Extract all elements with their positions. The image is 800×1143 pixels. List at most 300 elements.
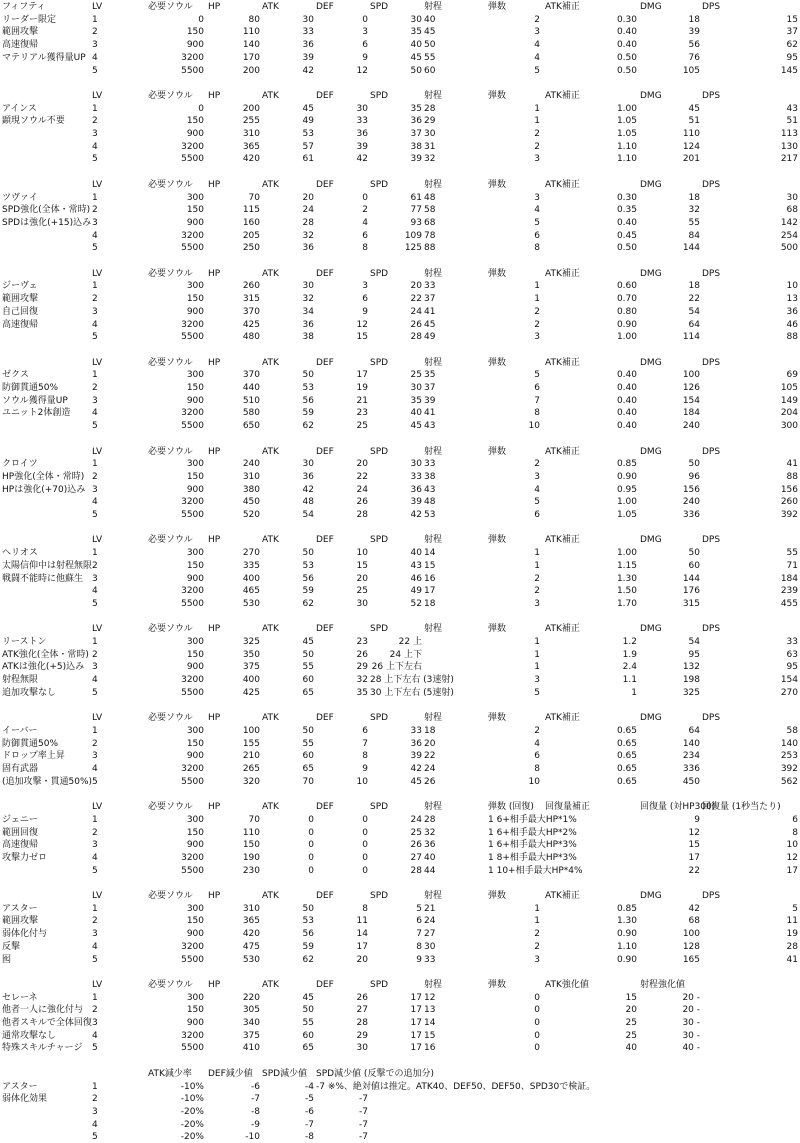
cell-dps: 239 xyxy=(780,586,798,597)
cell-name: 反撃 xyxy=(2,941,21,952)
cell-hp: -10 xyxy=(245,1132,260,1143)
cell-ammo: 1 xyxy=(534,903,540,914)
cell-def: 30 xyxy=(356,598,368,609)
table-row xyxy=(0,598,800,610)
cell-lv: 2 xyxy=(92,560,98,571)
cell-dmg: DMG xyxy=(640,624,662,635)
cell-spd: 52 xyxy=(410,598,422,609)
cell-def: 25 xyxy=(356,421,368,432)
cell-def: 28 xyxy=(356,510,368,520)
cell-atk-mod: 0.50 xyxy=(616,52,637,63)
cell-dps: DPS xyxy=(702,268,721,279)
cell-dps: 105 xyxy=(780,383,798,393)
cell-name: 戦闘不能時に他蘇生 xyxy=(2,573,84,584)
cell-atk-mod: 0.95 xyxy=(616,484,637,495)
cell-range: 88 xyxy=(424,243,436,254)
cell-hp: 400 xyxy=(242,573,260,584)
cell-soul: 900 xyxy=(186,573,204,584)
cell-name: セレーネ xyxy=(2,992,38,1003)
cell-atk-mod: 0.35 xyxy=(616,205,637,216)
table-row xyxy=(0,268,800,280)
cell-dps: 500 xyxy=(780,243,798,254)
cell-ammo: 4 xyxy=(534,52,540,63)
cell-soul: 3200 xyxy=(181,941,204,952)
table-row xyxy=(0,255,800,267)
cell-atk: 65 xyxy=(302,687,314,698)
cell-lv: 2 xyxy=(92,1094,98,1105)
cell-lv: LV xyxy=(92,891,103,901)
table-row xyxy=(0,65,800,77)
cell-range: 射程 xyxy=(424,713,443,724)
cell-name: クロイツ xyxy=(2,459,38,470)
cell-ammo: 10 xyxy=(528,776,540,787)
cell-hp: 650 xyxy=(242,421,260,432)
cell-spd: SPD xyxy=(370,979,389,990)
cell-atk-mod: ATK補正 xyxy=(545,357,580,368)
cell-range: 45 xyxy=(424,27,436,38)
cell-def: 9 xyxy=(362,306,368,317)
table-row xyxy=(0,890,800,902)
cell-atk: 49 xyxy=(302,116,314,127)
cell-hp: -9 xyxy=(251,1119,260,1130)
cell-lv: 4 xyxy=(92,1119,98,1130)
cell-def: DEF xyxy=(316,179,334,190)
cell-range: 射程 xyxy=(424,446,443,457)
cell-ammo: 6 xyxy=(534,383,540,393)
cell-hp: 375 xyxy=(242,1030,260,1041)
cell-soul: 300 xyxy=(186,370,204,381)
cell-def: DEF xyxy=(316,713,334,724)
cell-range: 48 xyxy=(424,192,436,203)
table-row xyxy=(0,217,800,229)
cell-ammo: 1 xyxy=(534,649,540,660)
cell-hp: 450 xyxy=(242,497,260,508)
cell-atk: 39 xyxy=(302,52,314,63)
table-row xyxy=(0,573,800,585)
cell-atk: 65 xyxy=(302,764,314,774)
cell-spd: 28 xyxy=(410,865,422,876)
cell-atk: 45 xyxy=(302,637,314,647)
table-row xyxy=(0,382,800,394)
cell-ammo: 4 xyxy=(534,484,540,495)
cell-atk: 50 xyxy=(302,903,314,914)
cell-soul: 300 xyxy=(186,548,204,559)
cell-atk-mod: 1.15 xyxy=(616,560,637,571)
cell-name: 追加攻撃なし xyxy=(2,687,57,698)
cell-hp: 475 xyxy=(242,941,260,952)
table-row xyxy=(0,865,800,877)
cell-range: 射程 xyxy=(424,802,443,813)
cell-hp: 320 xyxy=(242,776,260,787)
cell-hp: 340 xyxy=(242,1018,260,1028)
cell-ammo: 弾数 xyxy=(488,446,507,457)
cell-ammo: 2 xyxy=(534,14,540,25)
cell-hp: 80 xyxy=(248,14,260,25)
cell-def: 12 xyxy=(356,65,368,76)
cell-ammo: 弾数 xyxy=(488,535,507,546)
cell-def: 29 xyxy=(356,1030,368,1041)
cell-range: 22 xyxy=(424,751,436,762)
cell-spd: 25 xyxy=(410,827,422,838)
cell-dmg: 144 xyxy=(682,573,700,584)
cell-soul: 150 xyxy=(186,649,204,660)
cell-hp: 310 xyxy=(242,129,260,139)
cell-atk-mod: ATK補正 xyxy=(545,90,580,101)
cell-soul: 必要ソウル xyxy=(148,713,193,724)
cell-dmg: 176 xyxy=(682,586,700,597)
cell-atk: 54 xyxy=(302,510,314,520)
cell-dps: 113 xyxy=(780,129,798,139)
cell-atk-mod: ATK強化値 xyxy=(545,979,589,990)
table-row xyxy=(0,395,800,407)
cell-lv: LV xyxy=(92,713,103,724)
cell-range: 13 xyxy=(424,1005,436,1016)
cell-dmg: 42 xyxy=(688,903,700,914)
cell-dmg: 18 xyxy=(688,14,700,25)
cell-spd: 24 xyxy=(410,306,422,317)
cell-hp: 380 xyxy=(242,484,260,495)
cell-def: DEF xyxy=(316,90,334,101)
cell-atk-mod: 0.30 xyxy=(616,192,637,203)
cell-dps: 58 xyxy=(786,725,798,736)
cell-range: 48 xyxy=(424,497,436,508)
cell-lv: 1 xyxy=(92,103,98,114)
cell-dmg: DMG xyxy=(640,357,662,368)
cell-spd: 46 xyxy=(410,573,422,584)
cell-dps: 17 xyxy=(786,865,798,876)
cell-def: 19 xyxy=(356,383,368,393)
cell-soul: 5500 xyxy=(181,510,204,520)
cell-atk: 30 xyxy=(302,14,314,25)
cell-hp: 365 xyxy=(242,141,260,152)
table-row xyxy=(0,839,800,851)
cell-lv: LV xyxy=(92,446,103,457)
cell-soul: 3200 xyxy=(181,497,204,508)
cell-hp: 150 xyxy=(242,840,260,851)
cell-def: 0 xyxy=(362,827,368,838)
cell-hp: 530 xyxy=(242,954,260,965)
cell-atk-mod: 2.4 xyxy=(622,662,637,673)
cell-spd: SPD xyxy=(370,179,389,190)
cell-hp: HP xyxy=(208,802,221,813)
cell-range: 53 xyxy=(424,510,436,520)
cell-atk: 55 xyxy=(302,1018,314,1028)
cell-soul: 150 xyxy=(186,738,204,749)
cell-atk: 30 xyxy=(302,459,314,470)
cell-dmg: 40 - xyxy=(682,1043,700,1054)
table-row xyxy=(0,712,800,724)
cell-lv: 4 xyxy=(92,586,98,597)
cell-def: 28 xyxy=(356,1018,368,1028)
cell-spd: 36 xyxy=(410,116,422,127)
cell-range: 14 xyxy=(424,548,436,559)
cell-soul: 900 xyxy=(186,217,204,228)
cell-name: リーストン xyxy=(2,637,47,647)
cell-atk-mod: ATK補正 xyxy=(545,446,580,457)
cell-lv: 3 xyxy=(92,662,98,673)
cell-dmg: DMG xyxy=(640,891,662,901)
cell-range: 14 xyxy=(424,1018,436,1028)
cell-atk-mod: ATK補正 xyxy=(545,268,580,279)
cell-name: アスター xyxy=(2,903,38,914)
cell-def: DEF xyxy=(316,357,334,368)
cell-soul: 300 xyxy=(186,637,204,647)
cell-dps: 回復量 (1秒当たり) xyxy=(702,802,781,813)
cell-atk-mod: 0.40 xyxy=(616,395,637,406)
cell-hp: 365 xyxy=(242,916,260,927)
cell-def: DEF xyxy=(316,535,334,546)
cell-atk: 42 xyxy=(302,65,314,76)
cell-range: 49 xyxy=(424,332,436,343)
cell-atk: 59 xyxy=(302,586,314,597)
cell-hp: 200 xyxy=(242,65,260,76)
cell-lv: 5 xyxy=(92,598,98,609)
cell-soul: -10% xyxy=(180,1081,204,1092)
cell-lv: 2 xyxy=(92,916,98,927)
cell-atk-mod: 1.00 xyxy=(616,497,637,508)
table-row xyxy=(0,852,800,864)
cell-dmg: 114 xyxy=(682,332,700,343)
cell-dps: DPS xyxy=(702,357,721,368)
cell-spd: 33 xyxy=(410,725,422,736)
cell-dmg: 95 xyxy=(688,649,700,660)
cell-def: 17 xyxy=(356,370,368,381)
cell-atk: 50 xyxy=(302,548,314,559)
cell-hp: 420 xyxy=(242,154,260,165)
cell-soul: 必要ソウル xyxy=(148,357,193,368)
cell-atk-mod: 0.85 xyxy=(616,903,637,914)
cell-name: マテリアル獲得量UP xyxy=(2,52,86,63)
cell-range: 41 xyxy=(424,306,436,317)
cell-range: 58 xyxy=(424,205,436,216)
table-row xyxy=(0,39,800,51)
cell-range: 37 xyxy=(424,383,436,393)
cell-soul: 900 xyxy=(186,929,204,940)
cell-name: 射程無限 xyxy=(2,675,39,686)
cell-lv: 4 xyxy=(92,408,98,419)
cell-atk: 60 xyxy=(302,675,314,686)
cell-lv: LV xyxy=(92,624,103,635)
cell-lv: 2 xyxy=(92,471,98,482)
cell-atk-mod: 1.00 xyxy=(616,103,637,114)
cell-spd: 45 xyxy=(410,421,422,432)
cell-atk-mod: 20 xyxy=(625,1005,637,1016)
cell-dmg: 56 xyxy=(688,40,700,51)
cell-soul: 150 xyxy=(186,294,204,305)
cell-def: 0 xyxy=(362,865,368,876)
table-row xyxy=(0,903,800,915)
cell-dps: 37 xyxy=(786,27,798,38)
cell-spd: 30 xyxy=(410,14,422,25)
table-row xyxy=(0,115,800,127)
cell-dmg: 18 xyxy=(688,192,700,203)
cell-atk-mod: ATK補正 xyxy=(545,2,580,12)
cell-range: 43 xyxy=(424,421,436,432)
cell-atk: ATK xyxy=(262,357,279,368)
cell-dps: DPS xyxy=(702,713,721,724)
cell-atk-mod: 0.60 xyxy=(616,281,637,292)
cell-def: DEF xyxy=(316,891,334,901)
cell-dmg: 64 xyxy=(688,319,700,330)
cell-range: 33 xyxy=(424,281,436,292)
cell-soul: 900 xyxy=(186,1018,204,1028)
cell-atk-mod: 1.70 xyxy=(616,598,637,609)
cell-def: -7 ※%、絶対値は推定。ATK40、DEF50、DEF50、SPD30で検証。 xyxy=(316,1081,596,1092)
cell-soul: 3200 xyxy=(181,1030,204,1041)
cell-ammo: 3 xyxy=(534,192,540,203)
cell-atk-mod: 0.80 xyxy=(616,306,637,317)
cell-soul: 300 xyxy=(186,725,204,736)
cell-def: 10 xyxy=(356,548,368,559)
cell-atk: ATK xyxy=(262,891,279,901)
table-row xyxy=(0,1030,800,1042)
cell-range: 30 xyxy=(424,941,436,952)
cell-hp: 115 xyxy=(242,205,260,216)
cell-range: 21 xyxy=(424,903,436,914)
cell-soul: 900 xyxy=(186,40,204,51)
cell-atk: 59 xyxy=(302,941,314,952)
cell-spd: 77 xyxy=(410,205,422,216)
cell-dps: 253 xyxy=(780,751,798,762)
cell-def: 2 xyxy=(362,205,368,216)
cell-def: 12 xyxy=(356,319,368,330)
cell-soul: 300 xyxy=(186,459,204,470)
cell-range: 29 xyxy=(424,116,436,127)
table-row xyxy=(0,700,800,712)
cell-def: 26 xyxy=(356,992,368,1003)
cell-ammo: 弾数 xyxy=(488,2,507,12)
cell-spd: SPD xyxy=(370,2,389,12)
cell-def: 0 xyxy=(362,14,368,25)
cell-atk-mod: 0.50 xyxy=(616,65,637,76)
cell-soul: 5500 xyxy=(181,954,204,965)
cell-dps: DPS xyxy=(702,2,721,12)
cell-def: 3 xyxy=(362,281,368,292)
cell-dmg: 回復量 (対HP300) xyxy=(640,802,716,813)
cell-name: 範囲回復 xyxy=(2,827,39,838)
cell-dmg: 140 xyxy=(682,738,700,749)
cell-dmg: DMG xyxy=(640,2,662,12)
cell-hp: 370 xyxy=(242,370,260,381)
cell-atk: 0 xyxy=(308,865,314,876)
cell-lv: 2 xyxy=(92,649,98,660)
cell-dps: 88 xyxy=(786,332,798,343)
cell-hp: 310 xyxy=(242,903,260,914)
table-row xyxy=(0,331,800,343)
cell-dmg: 336 xyxy=(682,510,700,520)
cell-soul: -10% xyxy=(180,1094,204,1105)
cell-range: 45 xyxy=(424,319,436,330)
cell-range: 26 xyxy=(424,776,436,787)
cell-range: 28 xyxy=(424,814,436,825)
cell-atk: 36 xyxy=(302,243,314,254)
cell-def: DEF xyxy=(316,802,334,813)
cell-range: 15 xyxy=(424,1030,436,1041)
cell-atk: 42 xyxy=(302,484,314,495)
cell-name: HPは強化(+70)込み xyxy=(2,484,86,495)
table-row xyxy=(0,509,800,521)
cell-ammo: 2 xyxy=(534,573,540,584)
cell-lv: LV xyxy=(92,979,103,990)
cell-dps: 13 xyxy=(786,294,798,305)
cell-atk: 70 xyxy=(302,776,314,787)
cell-dmg: 126 xyxy=(682,383,700,393)
cell-name: ドロップ率上昇 xyxy=(2,751,65,762)
cell-def: 20 xyxy=(356,954,368,965)
cell-dps: 46 xyxy=(786,319,798,330)
cell-dmg: 315 xyxy=(682,598,700,609)
cell-atk-mod: 0.85 xyxy=(616,459,637,470)
table-row xyxy=(0,941,800,953)
cell-hp: 170 xyxy=(242,52,260,63)
cell-spd: 22 上 xyxy=(398,637,422,647)
cell-def: DEF xyxy=(316,979,334,990)
cell-dmg: 32 xyxy=(688,205,700,216)
cell-name: 自己回復 xyxy=(2,306,39,317)
cell-lv: 5 xyxy=(92,1043,98,1054)
cell-atk: ATK xyxy=(262,535,279,546)
cell-hp: 425 xyxy=(242,319,260,330)
table-row xyxy=(0,928,800,940)
cell-soul: 150 xyxy=(186,383,204,393)
cell-ammo: 弾数 (回復) xyxy=(488,802,534,813)
cell-soul: 900 xyxy=(186,662,204,673)
cell-lv: LV xyxy=(92,268,103,279)
cell-atk-mod: 0.90 xyxy=(616,319,637,330)
cell-atk-mod: 1.00 xyxy=(616,548,637,559)
cell-soul: 必要ソウル xyxy=(148,179,193,190)
cell-dmg: 30 - xyxy=(682,1018,700,1028)
cell-lv: 5 xyxy=(92,421,98,432)
cell-spd: 17 xyxy=(410,1043,422,1054)
table-row xyxy=(0,420,800,432)
cell-soul: 300 xyxy=(186,192,204,203)
cell-dmg: 18 xyxy=(688,281,700,292)
cell-atk-mod: 0.40 xyxy=(616,408,637,419)
table-row xyxy=(0,484,800,496)
table-row xyxy=(0,319,800,331)
cell-def: 22 xyxy=(356,471,368,482)
table-row xyxy=(0,534,800,546)
cell-range: 射程 xyxy=(424,624,443,635)
table-row xyxy=(0,522,800,534)
table-row xyxy=(0,128,800,140)
cell-hp: HP xyxy=(208,268,221,279)
cell-atk: 56 xyxy=(302,573,314,584)
cell-atk-mod: 0.50 xyxy=(616,243,637,254)
cell-atk-mod: 1.50 xyxy=(616,586,637,597)
cell-ammo: 弾数 xyxy=(488,891,507,901)
cell-dmg: 240 xyxy=(682,421,700,432)
cell-dmg: 22 xyxy=(688,294,700,305)
cell-dmg: 110 xyxy=(682,129,700,139)
cell-atk-mod: ATK補正 xyxy=(545,535,580,546)
cell-dps: DPS xyxy=(702,624,721,635)
table-row xyxy=(0,344,800,356)
cell-hp: 270 xyxy=(242,548,260,559)
cell-name: ユニット2体創造 xyxy=(2,408,71,419)
cell-ammo: 弾数 xyxy=(488,90,507,101)
cell-def: 6 xyxy=(362,230,368,241)
cell-dmg: DMG xyxy=(640,268,662,279)
cell-spd: 38 xyxy=(410,141,422,152)
cell-dmg: DMG xyxy=(640,446,662,457)
table-row xyxy=(0,776,800,788)
cell-dmg: 198 xyxy=(682,675,700,686)
cell-dmg: 17 xyxy=(688,852,700,863)
cell-atk: ATK xyxy=(262,624,279,635)
cell-def: SPD減少値 (反撃での追加分) xyxy=(316,1068,434,1079)
